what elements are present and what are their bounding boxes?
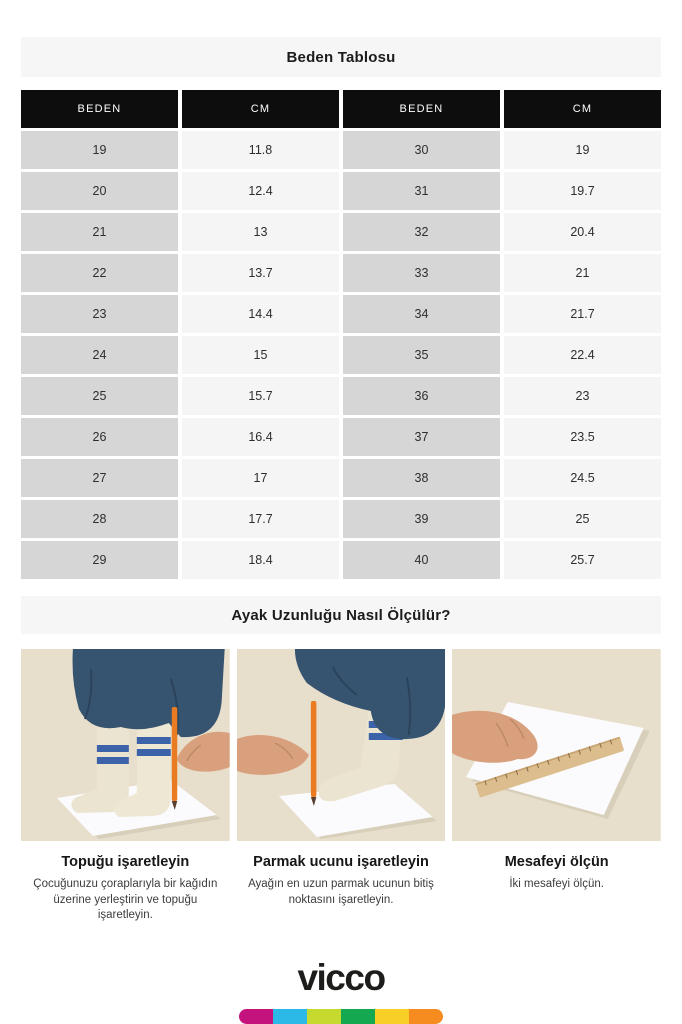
cm-cell: 15 [182,336,339,374]
size-table-title: Beden Tablosu [286,48,396,66]
table-header-cell: BEDEN [343,90,500,128]
logo-bar-segment-yellow [375,1009,409,1024]
cm-cell: 14.4 [182,295,339,333]
cm-cell: 21.7 [504,295,661,333]
cm-cell: 12.4 [182,172,339,210]
size-cell: 34 [343,295,500,333]
size-cell: 27 [21,459,178,497]
step-text: Çocuğunuzu çoraplarıyla bir kağıdın üzerine yerleştirin ve topuğu işaretleyin. [33,878,218,922]
size-cell: 19 [21,131,178,169]
pencil [172,707,177,801]
size-cell: 28 [21,500,178,538]
step-measure-distance [452,649,661,924]
cm-cell: 15.7 [182,377,339,415]
cm-cell: 25.7 [504,541,661,579]
size-cell: 33 [343,254,500,292]
toe-marking-photo [237,649,446,841]
cm-cell: 22.4 [504,336,661,374]
cm-cell: 19.7 [504,172,661,210]
step-mark-heel [21,649,230,924]
step-mark-toe [237,649,446,924]
size-cell: 36 [343,377,500,415]
size-cell: 37 [343,418,500,456]
size-cell: 26 [21,418,178,456]
size-cell: 31 [343,172,500,210]
logo-bar-segment-orange [409,1009,443,1024]
logo-bar-segment-green [341,1009,375,1024]
cm-cell: 25 [504,500,661,538]
vicco-logo-wordmark: vicco [297,957,385,998]
size-table [21,90,661,579]
cm-cell: 24.5 [504,459,661,497]
measure-section-title: Ayak Uzunluğu Nasıl Ölçülür? [231,606,451,624]
cm-cell: 21 [504,254,661,292]
heel-marking-photo [21,649,230,841]
cm-cell: 23 [504,377,661,415]
cm-cell: 19 [504,131,661,169]
logo-bar-segment-lime [307,1009,341,1024]
measure-section-title-band [21,596,661,634]
size-cell: 29 [21,541,178,579]
cm-cell: 13.7 [182,254,339,292]
table-header-cell: BEDEN [21,90,178,128]
table-header-cell: CM [182,90,339,128]
size-cell: 39 [343,500,500,538]
logo-bar-segment-magenta [239,1009,273,1024]
cm-cell: 16.4 [182,418,339,456]
step-heading: Topuğu işaretleyin [61,854,190,870]
size-cell: 30 [343,131,500,169]
step-heading: Mesafeyi ölçün [504,854,609,870]
pencil [311,701,316,797]
ruler-measuring-photo [452,649,661,841]
size-cell: 35 [343,336,500,374]
size-table-title-band [21,37,661,77]
step-text: İki mesafeyi ölçün. [509,878,604,890]
cm-cell: 13 [182,213,339,251]
size-cell: 24 [21,336,178,374]
size-cell: 20 [21,172,178,210]
size-cell: 23 [21,295,178,333]
size-cell: 22 [21,254,178,292]
cm-cell: 20.4 [504,213,661,251]
size-cell: 25 [21,377,178,415]
cm-cell: 11.8 [182,131,339,169]
cm-cell: 17.7 [182,500,339,538]
size-cell: 32 [343,213,500,251]
logo-bar-segment-cyan [273,1009,307,1024]
size-cell: 38 [343,459,500,497]
cm-cell: 18.4 [182,541,339,579]
step-text: Ayağın en uzun parmak ucunun bitiş noktasını işaretleyin. [248,878,434,906]
step-heading: Parmak ucunu işaretleyin [253,854,429,870]
measure-steps-row [21,649,661,924]
vicco-logo-rainbow-bar [239,1009,443,1024]
cm-cell: 23.5 [504,418,661,456]
jeans [73,649,225,737]
size-cell: 40 [343,541,500,579]
table-header-cell: CM [504,90,661,128]
cm-cell: 17 [182,459,339,497]
size-cell: 21 [21,213,178,251]
